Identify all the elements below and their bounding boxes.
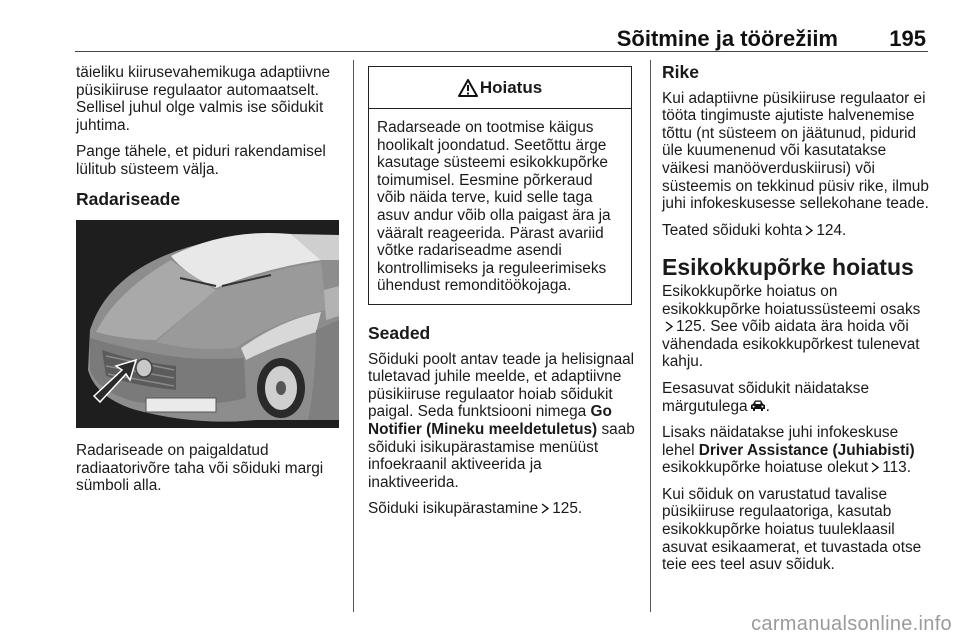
menu-name-driver-assistance: Driver Assistance (Juhiabisti): [698, 441, 915, 459]
menu-name-go-notifier: Go Notifier (Mineku meeldetuletus): [368, 403, 612, 438]
page-reference-icon: [540, 503, 550, 514]
column-2: [368, 64, 636, 527]
paragraph: Pange tähele, et piduri rakendamisel lülitub süsteem välja.: [76, 143, 326, 178]
page-reference: 113.: [882, 459, 912, 477]
figure-caption: Radariseade on paigaldatud radiaatorivõre taha või sõiduki margi sümboli alla.: [76, 442, 324, 495]
header-rule: [75, 51, 928, 52]
column-1: [76, 64, 340, 504]
warning-text: Radarseade on tootmise käigus hoolikalt joondatud. Seetõttu ärge kasutage süsteemi esikokkupõrke toimumisel. Eesmine põrkeraud võib näida terve, kuid selle taga asuv andur võib olla paigast ära ja vääralt reageerida. Pärast avariid võtke radariseadme asendi kontrollimiseks ja reguleerimiseks ühendust remonditöökojaga.: [377, 119, 611, 295]
page-reference: 124.: [816, 221, 847, 239]
paragraph: Kui sõiduk on varustatud tavalise püsikiiruse regulaatoriga, kasutab esikokkupõrke hoiatus tuuleklaasil asuvat esikaamerat, et tuvastada otse teie ees teel asuv sõiduk.: [662, 485, 922, 574]
warning-title: Hoiatus: [479, 77, 543, 97]
column-divider-1: [353, 60, 354, 612]
paragraph: [662, 424, 930, 477]
paragraph: [662, 222, 930, 240]
text-run: .: [765, 397, 770, 415]
column-3: [662, 64, 930, 583]
paragraph: [662, 283, 930, 371]
page-reference-icon: [664, 321, 674, 332]
text-run: Eesasuvat sõidukit näidatakse märgutulega: [662, 379, 870, 415]
page-reference: 125.: [676, 318, 706, 336]
warning-box: [368, 66, 632, 305]
section-heading-radariseade: Radariseade: [76, 188, 181, 209]
text-run: Lisaks näidatakse juhi infokeskuse lehel: [662, 424, 899, 459]
text-run: Sõiduki poolt antav teade ja helisignaal tuletavad juhile meelde, et adaptiivne püsikiiruse regulaator hoiab sõidukit paigal. Seda funktsiooni nimega: [368, 350, 635, 421]
text-run: Sõiduki isikupärastamine: [368, 500, 539, 518]
page-title: Sõitmine ja töörežiim: [616, 26, 838, 51]
text-run: saab sõiduki isikupärastamise menüüst infoekraanil aktiveerida ja inaktiveerida.: [368, 420, 635, 491]
watermark: carmanualsonline.info: [751, 613, 952, 635]
page-number: 195: [889, 26, 926, 51]
column-divider-2: [650, 60, 651, 612]
page-reference-icon: [870, 462, 880, 473]
vehicle-ahead-icon: [750, 399, 766, 412]
section-heading-rike: Rike: [662, 62, 699, 82]
paragraph: [368, 351, 636, 492]
text-run: Teated sõiduki kohta: [662, 221, 803, 239]
paragraph: [662, 380, 930, 415]
page-reference: 125.: [552, 500, 583, 518]
paragraph: täieliku kiirusevahemikuga adaptiivne püsikiiruse regulaator automaatselt. Sellisel juhul olge valmis ise sõidukit juhtima.: [76, 64, 331, 134]
text-run: See võib aidata ära hoida või vähendada esikokkupõrkest tulenevat kahju.: [662, 318, 920, 371]
section-heading-seaded: Seaded: [368, 322, 431, 343]
page-header: [75, 26, 928, 50]
page-reference-icon: [804, 225, 814, 236]
car-radar-illustration: [76, 220, 339, 428]
section-heading-esikokkuporke: Esikokkupõrke hoiatus: [662, 254, 914, 281]
warning-triangle-icon: [458, 79, 478, 97]
paragraph: Kui adaptiivne püsikiiruse regulaator ei tööta tingimuste ajutiste halvenemise tõttu (nt süsteem on jäätunud, pidurid üle kuumenenud või kasutatakse väikesi manööverduskiirusi) või süsteemis on tekkinud püsiv rike, ilmub juhi infokeskusesse sellekohane teade.: [662, 89, 929, 213]
text-run: esikokkupõrke hoiatuse olekut: [662, 459, 869, 477]
warning-header: [369, 67, 631, 109]
paragraph: [368, 500, 636, 518]
text-run: Esikokkupõrke hoiatus on esikokkupõrke hoiatussüsteemi osaks: [662, 282, 921, 318]
